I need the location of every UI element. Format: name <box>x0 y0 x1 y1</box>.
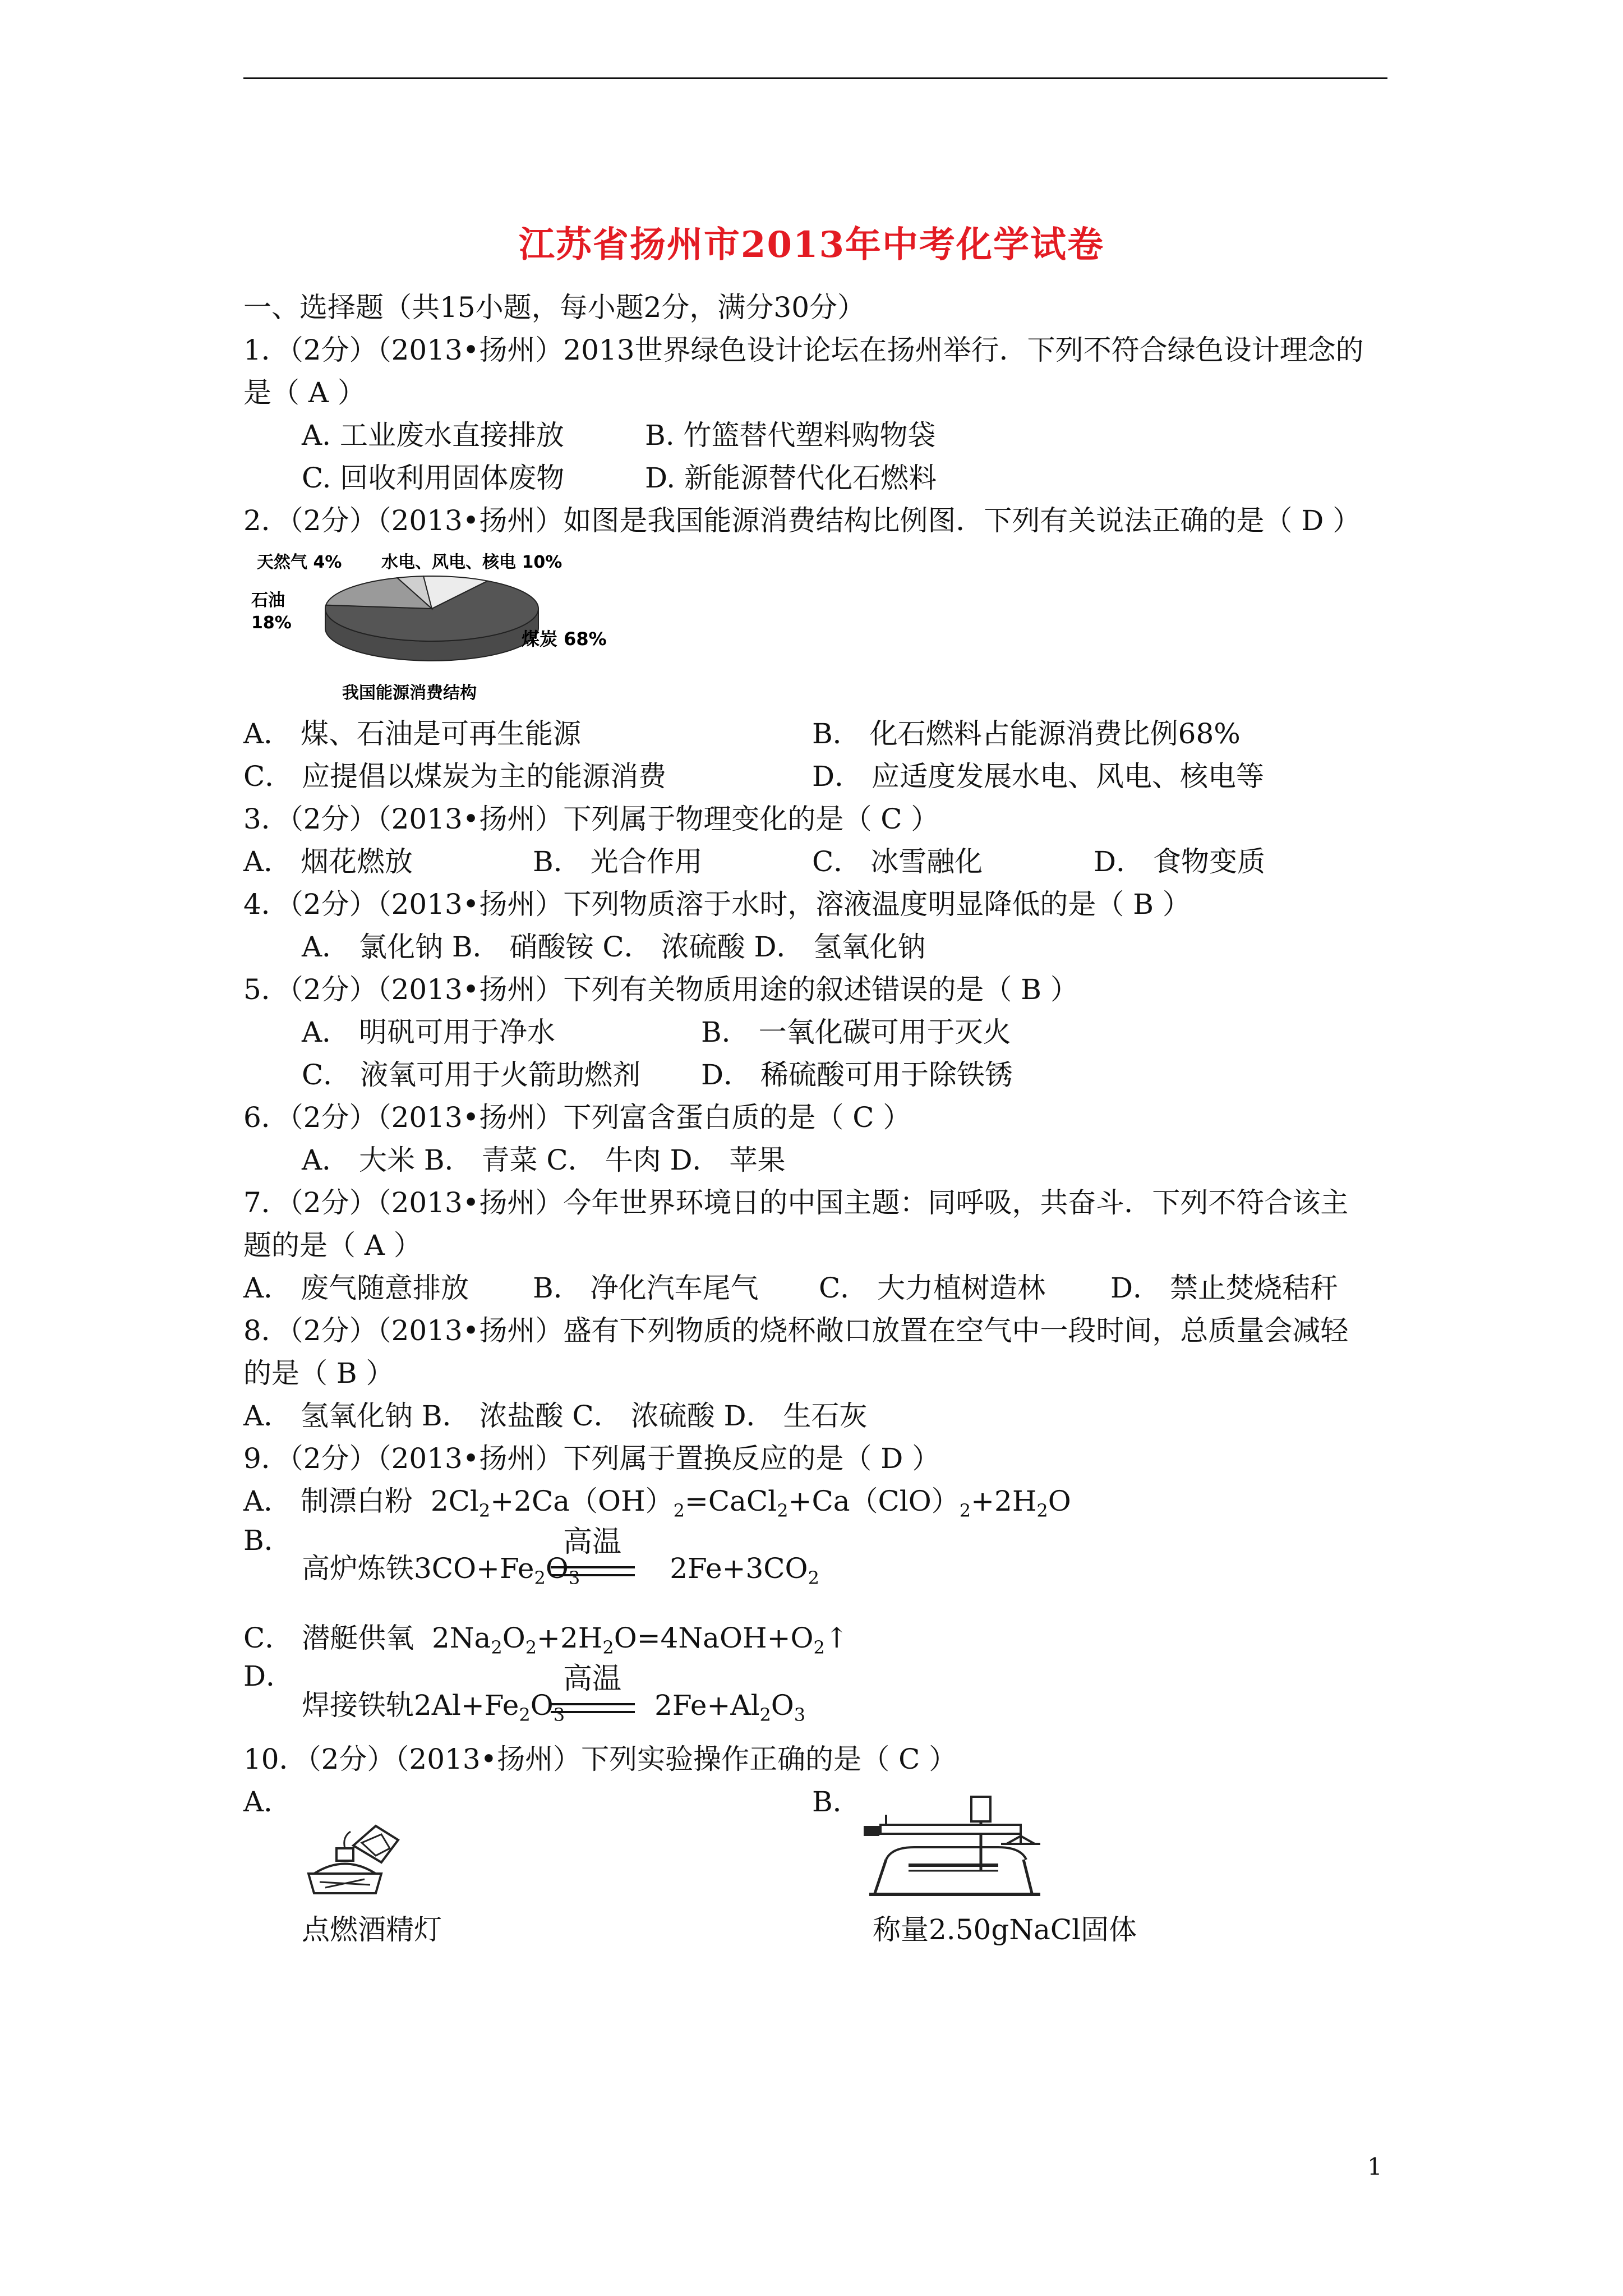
q5-option-b: B． 一氧化碳可用于灭火 <box>701 1016 1011 1048</box>
q3-option-a: A． 烟花燃放 <box>243 845 413 878</box>
q8-stem-line1: 8．（2分）（2013•扬州）盛有下列物质的烧杯敞口放置在空气中一段时间，总质量会减轻 <box>243 1314 1349 1347</box>
section-heading: 一、选择题（共15小题，每小题2分，满分30分） <box>243 291 866 324</box>
header-rule <box>243 77 1387 79</box>
q9-option-c-equation: $2Na_2O_2+2H_2O=4NaOH+O_2↑$ <box>423 1622 849 1658</box>
q3-option-c: C． 冰雪融化 <box>812 845 983 878</box>
q9-option-a-label: A． 制漂白粉 <box>243 1485 413 1517</box>
q9-option-d-text: 焊接铁轨 <box>302 1689 414 1722</box>
q9-b-condition: 高温 <box>563 1525 622 1559</box>
q1-stem-line2: 是（ A ） <box>243 376 366 409</box>
q1-option-a: A. 工业废水直接排放 <box>302 419 564 452</box>
q9-option-c-label: C． 潜艇供氧 <box>243 1622 414 1654</box>
q9-option-b-text: 高炉炼铁 <box>302 1552 414 1585</box>
q1-option-d: D. 新能源替代化石燃料 <box>645 462 937 494</box>
q9-d-equals <box>551 1703 635 1713</box>
page-title: 江苏省扬州市2013年中考化学试卷 <box>518 224 1105 266</box>
q5-option-d: D． 稀硫酸可用于除铁锈 <box>701 1059 1013 1091</box>
q1-option-b: B. 竹篮替代塑料购物袋 <box>645 419 936 452</box>
q9-d-condition: 高温 <box>563 1662 622 1696</box>
q2-option-a: A． 煤、石油是可再生能源 <box>243 717 582 750</box>
q2-option-c: C． 应提倡以煤炭为主的能源消费 <box>243 760 667 793</box>
q5-option-a: A． 明矾可用于净水 <box>302 1016 556 1048</box>
q9-option-c <box>243 1621 849 1664</box>
q2-option-b: B． 化石燃料占能源消费比例68% <box>812 717 1241 750</box>
q9-option-b: 高炉炼铁$3CO+Fe_2O_3$ $2Fe+3CO_2$ <box>302 1552 819 1589</box>
q9-option-d-label: D． <box>243 1660 294 1692</box>
q9-stem: 9．（2分）（2013•扬州）下列属于置换反应的是（ D ） <box>243 1442 940 1475</box>
q9-option-b-label: B． <box>243 1524 292 1557</box>
q4-stem: 4．（2分）（2013•扬州）下列物质溶于水时，溶液温度明显降低的是（ B ） <box>243 888 1191 921</box>
alcohol-lamp-illustration <box>297 1801 409 1896</box>
q3-option-d: D． 食物变质 <box>1094 845 1265 878</box>
q9-b-equals <box>551 1566 635 1576</box>
q1-option-c: C. 回收利用固体废物 <box>302 462 565 494</box>
page-number: 1 <box>1367 2153 1382 2180</box>
q2-option-d: D． 应适度发展水电、风电、核电等 <box>812 760 1264 793</box>
q10-option-a-caption: 点燃酒精灯 <box>302 1913 442 1946</box>
q9-option-d: 焊接铁轨$2Al+Fe_2O_3$ $2Fe+Al_2O_3$ <box>302 1689 806 1726</box>
q3-stem: 3．（2分）（2013•扬州）下列属于物理变化的是（ C ） <box>243 803 939 835</box>
q7-option-a: A． 废气随意排放 <box>243 1272 469 1304</box>
q8-stem-line2: 的是（ B ） <box>243 1357 394 1389</box>
q9-option-a <box>243 1484 1071 1527</box>
q3-option-b: B． 光合作用 <box>533 845 703 878</box>
label-coal: 煤炭 68% <box>522 628 607 650</box>
q8-options: A． 氢氧化钠 B． 浓盐酸 C． 浓硫酸 D． 生石灰 <box>243 1400 868 1432</box>
q7-option-d: D． 禁止焚烧秸秆 <box>1110 1272 1338 1304</box>
q2-stem: 2．（2分）（2013•扬州）如图是我国能源消费结构比例图．下列有关说法正确的是（ D ） <box>243 504 1361 537</box>
q5-option-c: C． 液氧可用于火箭助燃剂 <box>302 1059 641 1091</box>
q7-option-b: B． 净化汽车尾气 <box>533 1272 759 1304</box>
balance-illustration <box>852 1792 1054 1899</box>
q10-option-b-label: B． <box>812 1786 861 1818</box>
q7-stem-line1: 7．（2分）（2013•扬州）今年世界环境日的中国主题：同呼吸，共奋斗．下列不符合该主 <box>243 1186 1349 1219</box>
q6-stem: 6．（2分）（2013•扬州）下列富含蛋白质的是（ C ） <box>243 1101 911 1134</box>
q10-option-a-label: A． <box>243 1786 292 1818</box>
label-oil: 石油 <box>251 591 285 610</box>
q7-option-c: C． 大力植树造林 <box>819 1272 1046 1304</box>
q1-stem-line1: 1．（2分）（2013•扬州）2013世界绿色设计论坛在扬州举行．下列不符合绿色设计理念的 <box>243 334 1364 366</box>
q4-options: A． 氯化钠 B． 硝酸铵 C． 浓硫酸 D． 氢氧化钠 <box>302 931 926 963</box>
q6-options: A． 大米 B． 青菜 C． 牛肉 D． 苹果 <box>302 1144 786 1176</box>
q10-stem: 10．（2分）（2013•扬州）下列实验操作正确的是（ C ） <box>243 1743 957 1775</box>
chart-caption: 我国能源消费结构 <box>342 683 477 703</box>
label-gas: 天然气 4% <box>257 553 342 572</box>
q10-option-b-caption: 称量2.50gNaCl固体 <box>873 1913 1137 1946</box>
q5-stem: 5．（2分）（2013•扬州）下列有关物质用途的叙述错误的是（ B ） <box>243 973 1078 1006</box>
energy-pie-chart <box>247 544 628 712</box>
label-hydro: 水电、风电、核电 10% <box>381 553 562 572</box>
label-oil-pct: 18% <box>251 613 292 633</box>
q9-option-a-equation: $2Cl_2+2Ca(OH)_2=CaCl_2+Ca(ClO)_2+2H_2O$ <box>421 1485 1071 1521</box>
q7-stem-line2: 题的是（ A ） <box>243 1229 422 1262</box>
